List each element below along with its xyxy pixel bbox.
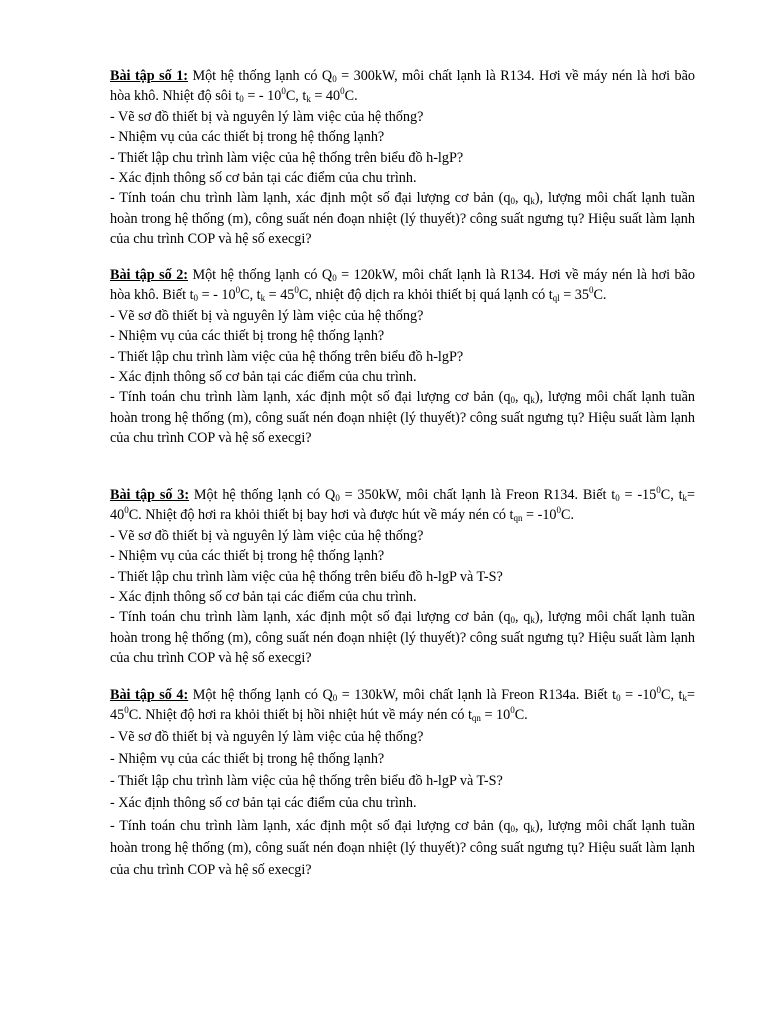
intro-text: C. Nhiệt độ hơi ra khỏi thiết bị hồi nhiệt hút về máy nén có t	[128, 707, 472, 724]
calc-text: - Tính toán chu trình làm lạnh, xác định một số đại lượng cơ bản (q	[110, 190, 511, 207]
subscript: 0	[332, 273, 337, 283]
superscript: 0	[340, 86, 345, 97]
superscript: 0	[124, 505, 129, 516]
intro-text: C.	[344, 88, 358, 105]
exercise-1-intro	[110, 66, 695, 107]
exercise-2-title: Bài tập số 2:	[110, 267, 189, 283]
subscript: k	[682, 493, 688, 503]
task-item: - Xác định thông số cơ bản tại các điểm của chu trình.	[110, 170, 417, 187]
task-item: - Vẽ sơ đồ thiết bị và nguyên lý làm việc của hệ thống?	[110, 527, 424, 544]
calc-text: - Tính toán chu trình làm lạnh, xác định một số đại lượng cơ bản (q	[110, 389, 511, 406]
calc-text: ), lượng môi chất lạnh tuần hoàn trong hệ thống (m), công suất nén đoạn nhiệt (lý thuyết)? công suất ngưng tụ? Hiệu suất làm lạnh của chu trình COP và hệ số execgi?	[110, 190, 695, 248]
intro-text: C, t	[240, 287, 261, 304]
superscript: 0	[656, 485, 661, 495]
task-item: - Thiết lập chu trình làm việc của hệ thống trên biểu đồ h-lgP và T-S?	[110, 773, 503, 790]
task-calc	[110, 607, 695, 668]
intro-text: = 120kW, môi chất lạnh là R134. Hơi về máy nén là hơi bão hòa khô. Biết t	[110, 267, 696, 304]
calc-text: - Tính toán chu trình làm lạnh, xác định một số đại lượng cơ bản (q	[110, 817, 511, 834]
intro-text: = 40	[110, 487, 696, 524]
task-item: - Nhiệm vụ của các thiết bị trong hệ thống lạnh?	[110, 328, 385, 345]
task-item: - Xác định thông số cơ bản tại các điểm của chu trình.	[110, 589, 417, 606]
intro-text: C.	[514, 707, 528, 724]
intro-text: = 45	[110, 687, 696, 724]
calc-text: ), lượng môi chất lạnh tuần hoàn trong hệ thống (m), công suất nén đoạn nhiệt (lý thuyết)? công suất ngưng tụ? Hiệu suất làm lạnh của chu trình COP và hệ số execgi?	[110, 817, 695, 879]
superscript: 0	[235, 285, 241, 296]
subscript: 0	[510, 615, 515, 626]
subscript: 0	[510, 823, 515, 834]
intro-text: Một hệ thống lạnh có Q	[188, 687, 333, 703]
superscript: 0	[588, 285, 594, 296]
calc-text: ), lượng môi chất lạnh tuần hoàn trong hệ thống (m), công suất nén đoạn nhiệt (lý thuyết)? công suất ngưng tụ? Hiệu suất làm lạnh của chu trình COP và hệ số execgi?	[110, 389, 695, 447]
exercise-3	[110, 485, 695, 669]
intro-text: = - 10	[243, 88, 282, 105]
exercise-4-title: Bài tập số 4:	[110, 687, 189, 703]
task-item: - Vẽ sơ đồ thiết bị và nguyên lý làm việc của hệ thống?	[110, 728, 424, 745]
task-item: - Nhiệm vụ của các thiết bị trong hệ thống lạnh?	[110, 129, 385, 146]
subscript: k	[260, 293, 266, 304]
superscript: 0	[656, 685, 662, 695]
intro-text: = 35	[559, 287, 589, 304]
intro-text: = 10	[480, 707, 511, 724]
exercise-4-intro	[110, 685, 695, 726]
exercise-1-title: Bài tập số 1:	[110, 68, 189, 84]
intro-text: = 45	[265, 287, 295, 304]
subscript: 0	[510, 196, 515, 207]
exercise-1	[110, 66, 695, 250]
intro-text: = 40	[310, 88, 341, 105]
calc-text: - Tính toán chu trình làm lạnh, xác định một số đại lượng cơ bản (q	[110, 609, 511, 626]
subscript: ql	[552, 293, 560, 304]
task-item: - Vẽ sơ đồ thiết bị và nguyên lý làm việc của hệ thống?	[110, 307, 424, 324]
subscript: k	[682, 693, 687, 703]
subscript: 0	[332, 693, 338, 703]
intro-text: = -10	[620, 687, 657, 703]
intro-text: = 130kW, môi chất lạnh là Freon R134a. Biết t	[337, 687, 617, 703]
superscript: 0	[281, 86, 286, 97]
subscript: 0	[335, 493, 340, 503]
subscript: k	[530, 615, 535, 626]
task-item: - Nhiệm vụ của các thiết bị trong hệ thống lạnh?	[110, 548, 385, 565]
intro-text: = - 10	[198, 287, 236, 304]
intro-text: C, nhiệt độ dịch ra khỏi thiết bị quá lạnh có t	[298, 287, 553, 304]
task-item: - Thiết lập chu trình làm việc của hệ thống trên biểu đồ h-lgP?	[110, 149, 464, 166]
calc-text: , q	[514, 817, 531, 834]
subscript: k	[530, 196, 535, 207]
intro-text: Một hệ thống lạnh có Q	[189, 487, 336, 503]
calc-text: ), lượng môi chất lạnh tuần hoàn trong hệ thống (m), công suất nén đoạn nhiệt (lý thuyết)? công suất ngưng tụ? Hiệu suất làm lạnh của chu trình COP và hệ số execgi?	[110, 609, 695, 667]
superscript: 0	[556, 505, 562, 516]
exercise-2	[110, 265, 695, 449]
intro-text: Một hệ thống lạnh có Q	[188, 267, 333, 283]
task-item: - Thiết lập chu trình làm việc của hệ thống trên biểu đồ h-lgP và T-S?	[110, 568, 503, 585]
subscript: 0	[510, 395, 515, 406]
intro-text: C. Nhiệt độ hơi ra khỏi thiết bị bay hơi và được hút về máy nén có t	[128, 507, 514, 524]
intro-text: C.	[561, 507, 575, 524]
superscript: 0	[294, 285, 299, 296]
task-item: - Xác định thông số cơ bản tại các điểm của chu trình.	[110, 795, 417, 812]
intro-text: C, t	[660, 487, 683, 503]
subscript: k	[530, 823, 535, 834]
subscript: qn	[471, 713, 481, 724]
exercise-4	[110, 685, 695, 881]
calc-text: , q	[514, 609, 531, 626]
intro-text: Một hệ thống lạnh có Q	[188, 68, 333, 84]
task-item: - Thiết lập chu trình làm việc của hệ thống trên biểu đồ h-lgP?	[110, 348, 464, 365]
intro-text: C, t	[285, 88, 307, 105]
subscript: 0	[615, 493, 620, 503]
subscript: qn	[513, 513, 523, 524]
exercise-3-intro	[110, 485, 695, 526]
task-calc	[110, 188, 695, 249]
task-item: - Nhiệm vụ của các thiết bị trong hệ thống lạnh?	[110, 751, 385, 768]
calc-text: , q	[514, 190, 531, 207]
exercise-2-intro	[110, 265, 695, 306]
superscript: 0	[124, 705, 129, 716]
subscript: k	[306, 94, 311, 105]
subscript: 0	[239, 94, 244, 105]
task-item: - Vẽ sơ đồ thiết bị và nguyên lý làm việc của hệ thống?	[110, 108, 424, 125]
task-calc	[110, 387, 695, 448]
calc-text: , q	[514, 389, 531, 406]
intro-text: = 350kW, môi chất lạnh là Freon R134. Biết t	[339, 487, 616, 503]
intro-text: C, t	[661, 687, 683, 703]
subscript: 0	[616, 693, 621, 703]
superscript: 0	[510, 705, 515, 716]
intro-text: C.	[593, 287, 607, 304]
task-calc	[110, 815, 695, 882]
task-item: - Xác định thông số cơ bản tại các điểm của chu trình.	[110, 369, 417, 386]
subscript: k	[530, 395, 535, 406]
subscript: 0	[193, 293, 199, 304]
exercise-3-title: Bài tập số 3:	[110, 487, 190, 503]
intro-text: = 300kW, môi chất lạnh là R134. Hơi về máy nén là hơi bão hòa khô. Nhiệt độ sôi t	[110, 68, 696, 105]
intro-text: = -15	[619, 487, 657, 503]
subscript: 0	[332, 74, 337, 84]
intro-text: = -10	[522, 507, 557, 524]
